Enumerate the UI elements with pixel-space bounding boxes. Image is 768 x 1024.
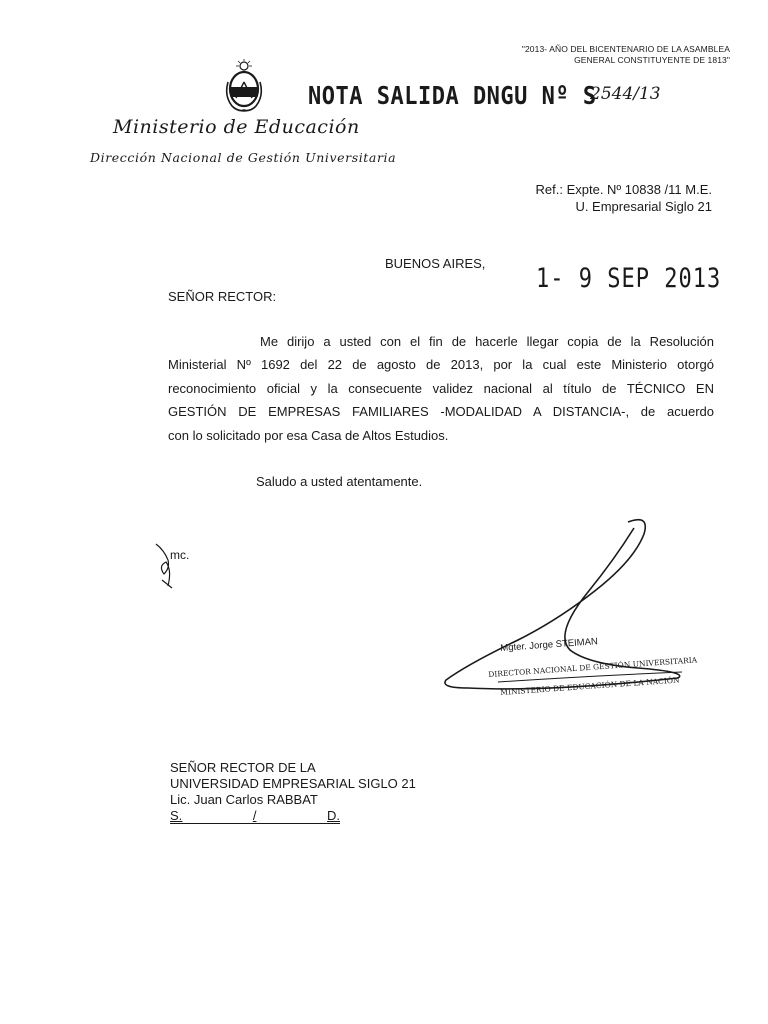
dateline-city: BUENOS AIRES,	[385, 256, 486, 271]
date-stamp: 1- 9 SEP 2013	[536, 264, 722, 294]
anniversary-motto	[430, 44, 730, 66]
addressee-block	[170, 760, 416, 824]
addressee-line-2: UNIVERSIDAD EMPRESARIAL SIGLO 21	[170, 776, 416, 791]
sd-d: D.	[326, 808, 340, 823]
coat-of-arms-icon	[224, 58, 264, 118]
reference-file-number: Ref.: Expte. Nº 10838 /11 M.E.	[535, 182, 712, 197]
reference-institution: U. Empresarial Siglo 21	[575, 199, 712, 214]
addressee-sd	[170, 808, 340, 824]
body-line-4: GESTIÓN DE EMPRESAS FAMILIARES -MODALIDAD A DISTANCIA-, de acuerdo	[168, 404, 714, 420]
body-line-3: reconocimiento oficial y la consecuente validez nacional al título de TÉCNICO EN	[168, 380, 714, 396]
reference-block	[480, 181, 712, 215]
salutation: SEÑOR RECTOR:	[168, 289, 277, 304]
sd-s: S.	[170, 808, 183, 823]
signatory-ministry: MINISTERIO DE EDUCACIÓN DE LA NACIÓN	[500, 675, 680, 697]
signatory-title: DIRECTOR NACIONAL DE GESTIÓN UNIVERSITARIA	[488, 655, 698, 679]
directorate-name: Dirección Nacional de Gestión Universitaria	[90, 150, 397, 165]
body-line-5: con lo solicitado por esa Casa de Altos Estudios.	[168, 427, 449, 443]
body-line-2: Ministerial Nº 1692 del 22 de agosto de 2013, por la cual este Ministerio otorgó	[168, 357, 714, 373]
body-line-1: Me dirijo a usted con el fin de hacerle llegar copia de la Resolución	[260, 334, 714, 349]
handwritten-note-number: 2544/13	[590, 84, 661, 104]
motto-line-2: GENERAL CONSTITUYENTE DE 1813"	[574, 55, 730, 65]
outgoing-note-stamp: NOTA SALIDA DNGU Nº S	[308, 82, 597, 111]
addressee-line-3: Lic. Juan Carlos RABBAT	[170, 792, 318, 807]
sd-slash: /	[252, 808, 257, 823]
motto-line-1: "2013- AÑO DEL BICENTENARIO DE LA ASAMBLEA	[521, 44, 730, 54]
addressee-line-1: SEÑOR RECTOR DE LA	[170, 760, 316, 775]
ministry-name: Ministerio de Educación	[113, 116, 360, 138]
closing-line: Saludo a usted atentamente.	[256, 474, 423, 489]
typist-initials: mc.	[170, 548, 190, 562]
signatory-name: Mgter. Jorge STEIMAN	[500, 636, 599, 654]
letter-body	[168, 330, 714, 447]
